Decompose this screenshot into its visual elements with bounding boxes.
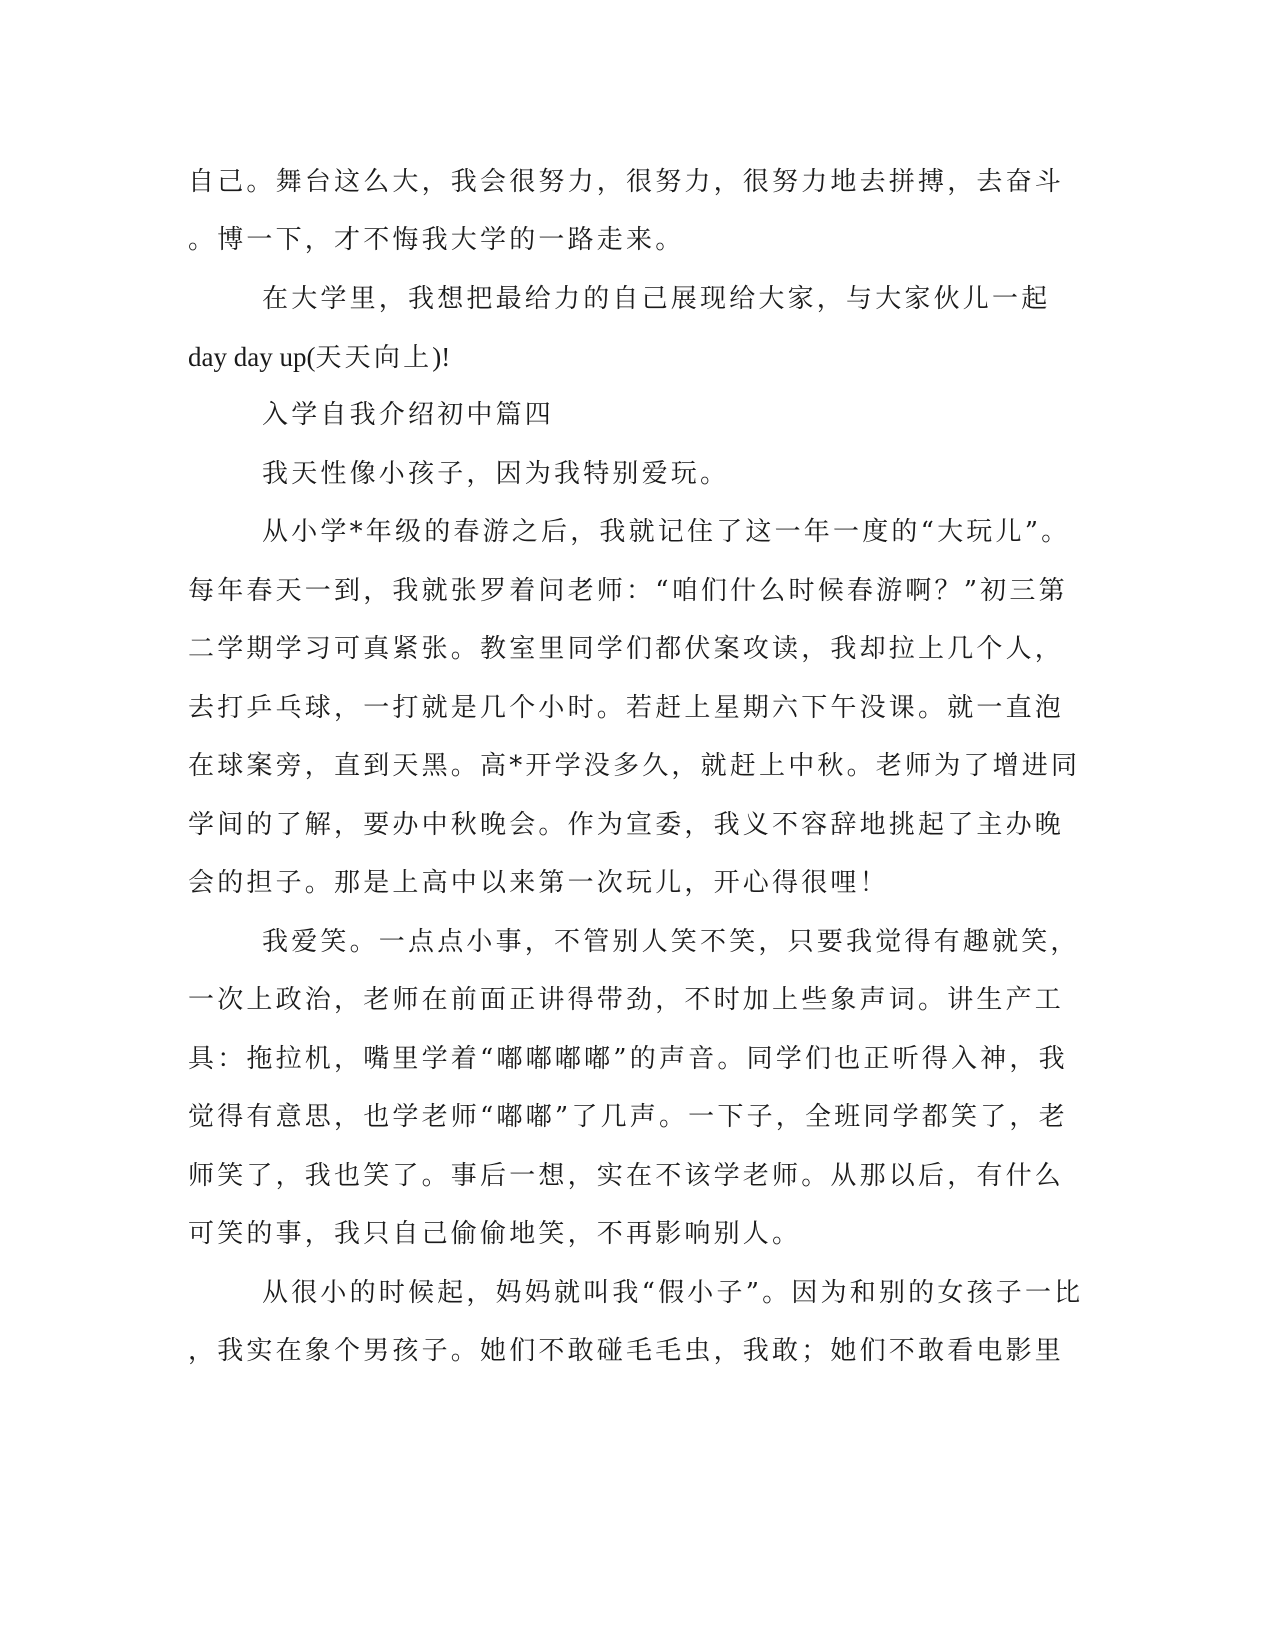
text-line: 去打乒乓球，一打就是几个小时。若赶上星期六下午没课。就一直泡 (188, 693, 1065, 723)
text-line (188, 340, 450, 375)
text-line: 可笑的事，我只自己偷偷地笑，不再影响别人。 (188, 1219, 802, 1249)
text-line: 从很小的时候起，妈妈就叫我“假小子”。因为和别的女孩子一比 (262, 1278, 1084, 1308)
text-line: 我爱笑。一点点小事，不管别人笑不笑，只要我觉得有趣就笑， (262, 927, 1080, 957)
text-line: 。博一下，才不悔我大学的一路走来。 (188, 225, 685, 255)
text-line: 会的担子。那是上高中以来第一次玩儿，开心得很哩！ (188, 868, 889, 898)
text-line: 自己。舞台这么大，我会很努力，很努力，很努力地去拼搏，去奋斗 (188, 167, 1065, 197)
text-line: 师笑了，我也笑了。事后一想，实在不该学老师。从那以后，有什么 (188, 1161, 1065, 1191)
latin-text: )! (432, 342, 451, 372)
text-line: ，我实在象个男孩子。她们不敢碰毛毛虫，我敢；她们不敢看电影里 (188, 1336, 1065, 1366)
text-line: 具：拖拉机，嘴里学着“嘟嘟嘟嘟”的声音。同学们也正听得入神，我 (188, 1044, 1068, 1074)
text-line: 每年春天一到，我就张罗着问老师：“咱们什么时候春游啊？”初三第 (188, 576, 1068, 606)
text-line: 觉得有意思，也学老师“嘟嘟”了几声。一下子，全班同学都笑了，老 (188, 1102, 1068, 1132)
chinese-text: 天天向上 (315, 343, 433, 373)
text-line: 我天性像小孩子，因为我特别爱玩。 (262, 459, 730, 489)
text-line: 学间的了解，要办中秋晚会。作为宣委，我义不容辞地挑起了主办晚 (188, 810, 1065, 840)
text-line: 一次上政治，老师在前面正讲得带劲，不时加上些象声词。讲生产工 (188, 985, 1065, 1015)
text-line: 二学期学习可真紧张。教室里同学们都伏案攻读，我却拉上几个人， (188, 634, 1065, 664)
section-heading: 入学自我介绍初中篇四 (262, 400, 555, 430)
text-line: 从小学*年级的春游之后，我就记住了这一年一度的“大玩儿”。 (262, 517, 1071, 547)
text-line: 在球案旁，直到天黑。高*开学没多久，就赶上中秋。老师为了增进同 (188, 751, 1081, 781)
text-line: 在大学里，我想把最给力的自己展现给大家，与大家伙儿一起 (262, 284, 1051, 314)
latin-text: day day up( (188, 342, 316, 372)
